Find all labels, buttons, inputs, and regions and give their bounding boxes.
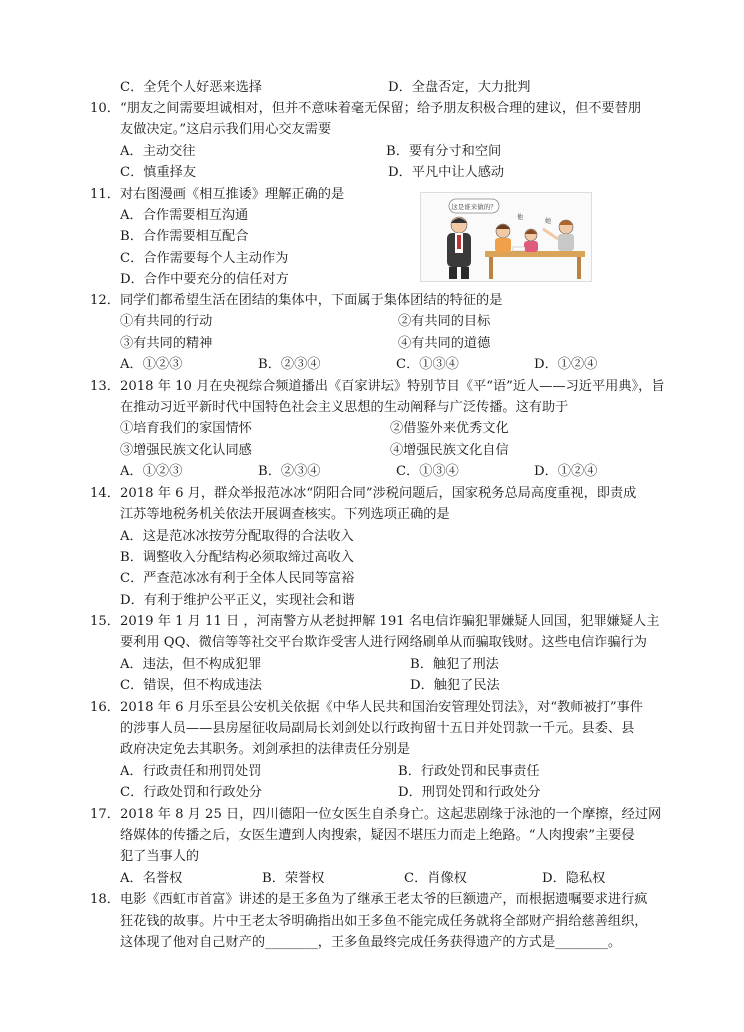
- cartoon-label-she: 她: [545, 218, 552, 225]
- q17-option-a: A．名誉权: [120, 871, 183, 886]
- q16-option-c: C．行政处罚和行政处分: [120, 785, 262, 800]
- q12-item-4: ④有共同的道德: [398, 336, 491, 351]
- q10-option-d: D．平凡中让人感动: [388, 165, 505, 180]
- q14-option-b: B．调整收入分配结构必须取缔过高收入: [120, 550, 354, 565]
- cartoon-label-he: 他: [517, 214, 524, 221]
- q13-item-1: ①培育我们的家国情怀: [120, 421, 252, 436]
- q13-option-c: C．①③④: [396, 464, 459, 479]
- q12-item-1: ①有共同的行动: [120, 314, 213, 329]
- q16-stem-line1: 16．2018 年 6 月乐至县公安机关依据《中华人民共和国治安管理处罚法》，对“教师被打”事件: [90, 700, 643, 715]
- q11-stem: 11．对右图漫画《相互推诿》理解正确的是: [90, 187, 345, 202]
- q15-option-c: C．错误，但不构成违法: [120, 678, 262, 693]
- q18-stem-line3: 这体现了他对自己财产的________，王多鱼最终完成任务获得遗产的方式是________。: [120, 935, 622, 950]
- speech-bubble-text: 这是谁来做的？: [451, 203, 497, 211]
- q12-option-a: A．①②③: [120, 357, 183, 372]
- q16-option-b: B．行政处罚和民事责任: [398, 764, 540, 779]
- q18-stem-line2: 狂花钱的故事。片中王老太爷明确指出如王多鱼不能完成任务就将全部财产捐给慈善组织，: [120, 914, 648, 929]
- q15-option-a: A．违法，但不构成犯罪: [120, 657, 262, 672]
- q13-stem-line1: 13．2018 年 10 月在央视综合频道播出《百家讲坛》特别节目《平“语”近人——习近平用典》，旨: [90, 379, 665, 394]
- q17-option-d: D．隐私权: [542, 871, 606, 886]
- q10-option-c: C．慎重择友: [120, 165, 197, 180]
- q16-stem-line3: 政府决定免去其职务。刘剑承担的法律责任分别是: [120, 742, 411, 757]
- q10-option-b: B．要有分寸和空间: [386, 144, 502, 159]
- cartoon-mutual-shirking-image: [420, 192, 592, 282]
- q14-stem-line1: 14．2018 年 6 月，群众举报范冰冰“阴阳合同”涉税问题后，国家税务总局高度重视，即责成: [90, 486, 637, 501]
- q17-stem-line1: 17．2018 年 8 月 25 日，四川德阳一位女医生自杀身亡。这起悲剧缘于泳池的一个摩擦，经过网: [90, 807, 662, 822]
- q11-option-a: A．合作需要相互沟通: [120, 208, 249, 223]
- q13-item-4: ④增强民族文化自信: [390, 443, 509, 458]
- q15-option-d: D．触犯了民法: [410, 678, 500, 693]
- q17-option-b: B．荣誉权: [262, 871, 325, 886]
- q12-option-c: C．①③④: [396, 357, 459, 372]
- q13-item-3: ③增强民族文化认同感: [120, 443, 252, 458]
- q15-stem-line1: 15．2019 年 1 月 11 日 ，河南警方从老挝押解 191 名电信诈骗犯罪嫌疑人回国，犯罪嫌疑人主: [90, 614, 660, 629]
- q11-option-b: B．合作需要相互配合: [120, 229, 249, 244]
- q15-stem-line2: 要利用 QQ、微信等等社交平台欺诈受害人进行网络刷单从而骗取钱财。这些电信诈骗行为: [120, 635, 647, 650]
- q13-item-2: ②借鉴外来优秀文化: [390, 421, 509, 436]
- q14-option-c: C．严查范冰冰有利于全体人民同等富裕: [120, 571, 355, 586]
- q9-option-d: D．全盘否定，大力批判: [388, 80, 531, 95]
- q16-option-a: A．行政责任和刑罚处罚: [120, 764, 262, 779]
- q11-option-d: D．合作中要充分的信任对方: [120, 272, 289, 287]
- q16-stem-line2: 的涉事人员——县房屋征收局副局长刘剑处以行政拘留十五日并处罚款一千元。县委、县: [120, 721, 635, 736]
- q12-option-d: D．①②④: [534, 357, 598, 372]
- q18-stem-line1: 18．电影《西虹市首富》讲述的是王多鱼为了继承王老太爷的巨额遗产，而根据遗嘱要求进行疯: [90, 892, 648, 907]
- q17-stem-line3: 犯了当事人的: [120, 849, 200, 864]
- q10-stem-line1: 10．“朋友之间需要坦诚相对，但并不意味着毫无保留；给予朋友积极合理的建议，但不要替朋: [90, 101, 642, 116]
- q10-stem-line2: 友做决定。”这启示我们用心交友需要: [120, 122, 332, 137]
- q11-option-c: C．合作需要每个人主动作为: [120, 251, 289, 266]
- q17-stem-line2: 络媒体的传播之后，女医生遭到人肉搜索，疑因不堪压力而走上绝路。“人肉搜索”主要侵: [120, 828, 635, 843]
- q17-option-c: C．肖像权: [404, 871, 467, 886]
- q14-option-d: D．有利于维护公平正义，实现社会和谐: [120, 593, 355, 608]
- q12-option-b: B．②③④: [258, 357, 321, 372]
- q10-option-a: A．主动交往: [120, 144, 196, 159]
- q13-option-b: B．②③④: [258, 464, 321, 479]
- q13-option-d: D．①②④: [534, 464, 598, 479]
- q13-option-a: A．①②③: [120, 464, 183, 479]
- q12-item-2: ②有共同的目标: [398, 314, 491, 329]
- q15-option-b: B．触犯了刑法: [410, 657, 499, 672]
- q16-option-d: D．刑罚处罚和行政处分: [398, 785, 541, 800]
- q12-item-3: ③有共同的精神: [120, 336, 213, 351]
- q14-stem-line2: 江苏等地税务机关依法开展调查核实。下列选项正确的是: [120, 507, 450, 522]
- q13-stem-line2: 在推动习近平新时代中国特色社会主义思想的生动阐释与广泛传播。这有助于: [120, 400, 569, 415]
- q14-option-a: A．这是范冰冰按劳分配取得的合法收入: [120, 529, 354, 544]
- q12-stem: 12．同学们都希望生活在团结的集体中，下面属于集体团结的特征的是: [90, 293, 503, 308]
- q9-option-c: C．全凭个人好恶来选择: [120, 80, 262, 95]
